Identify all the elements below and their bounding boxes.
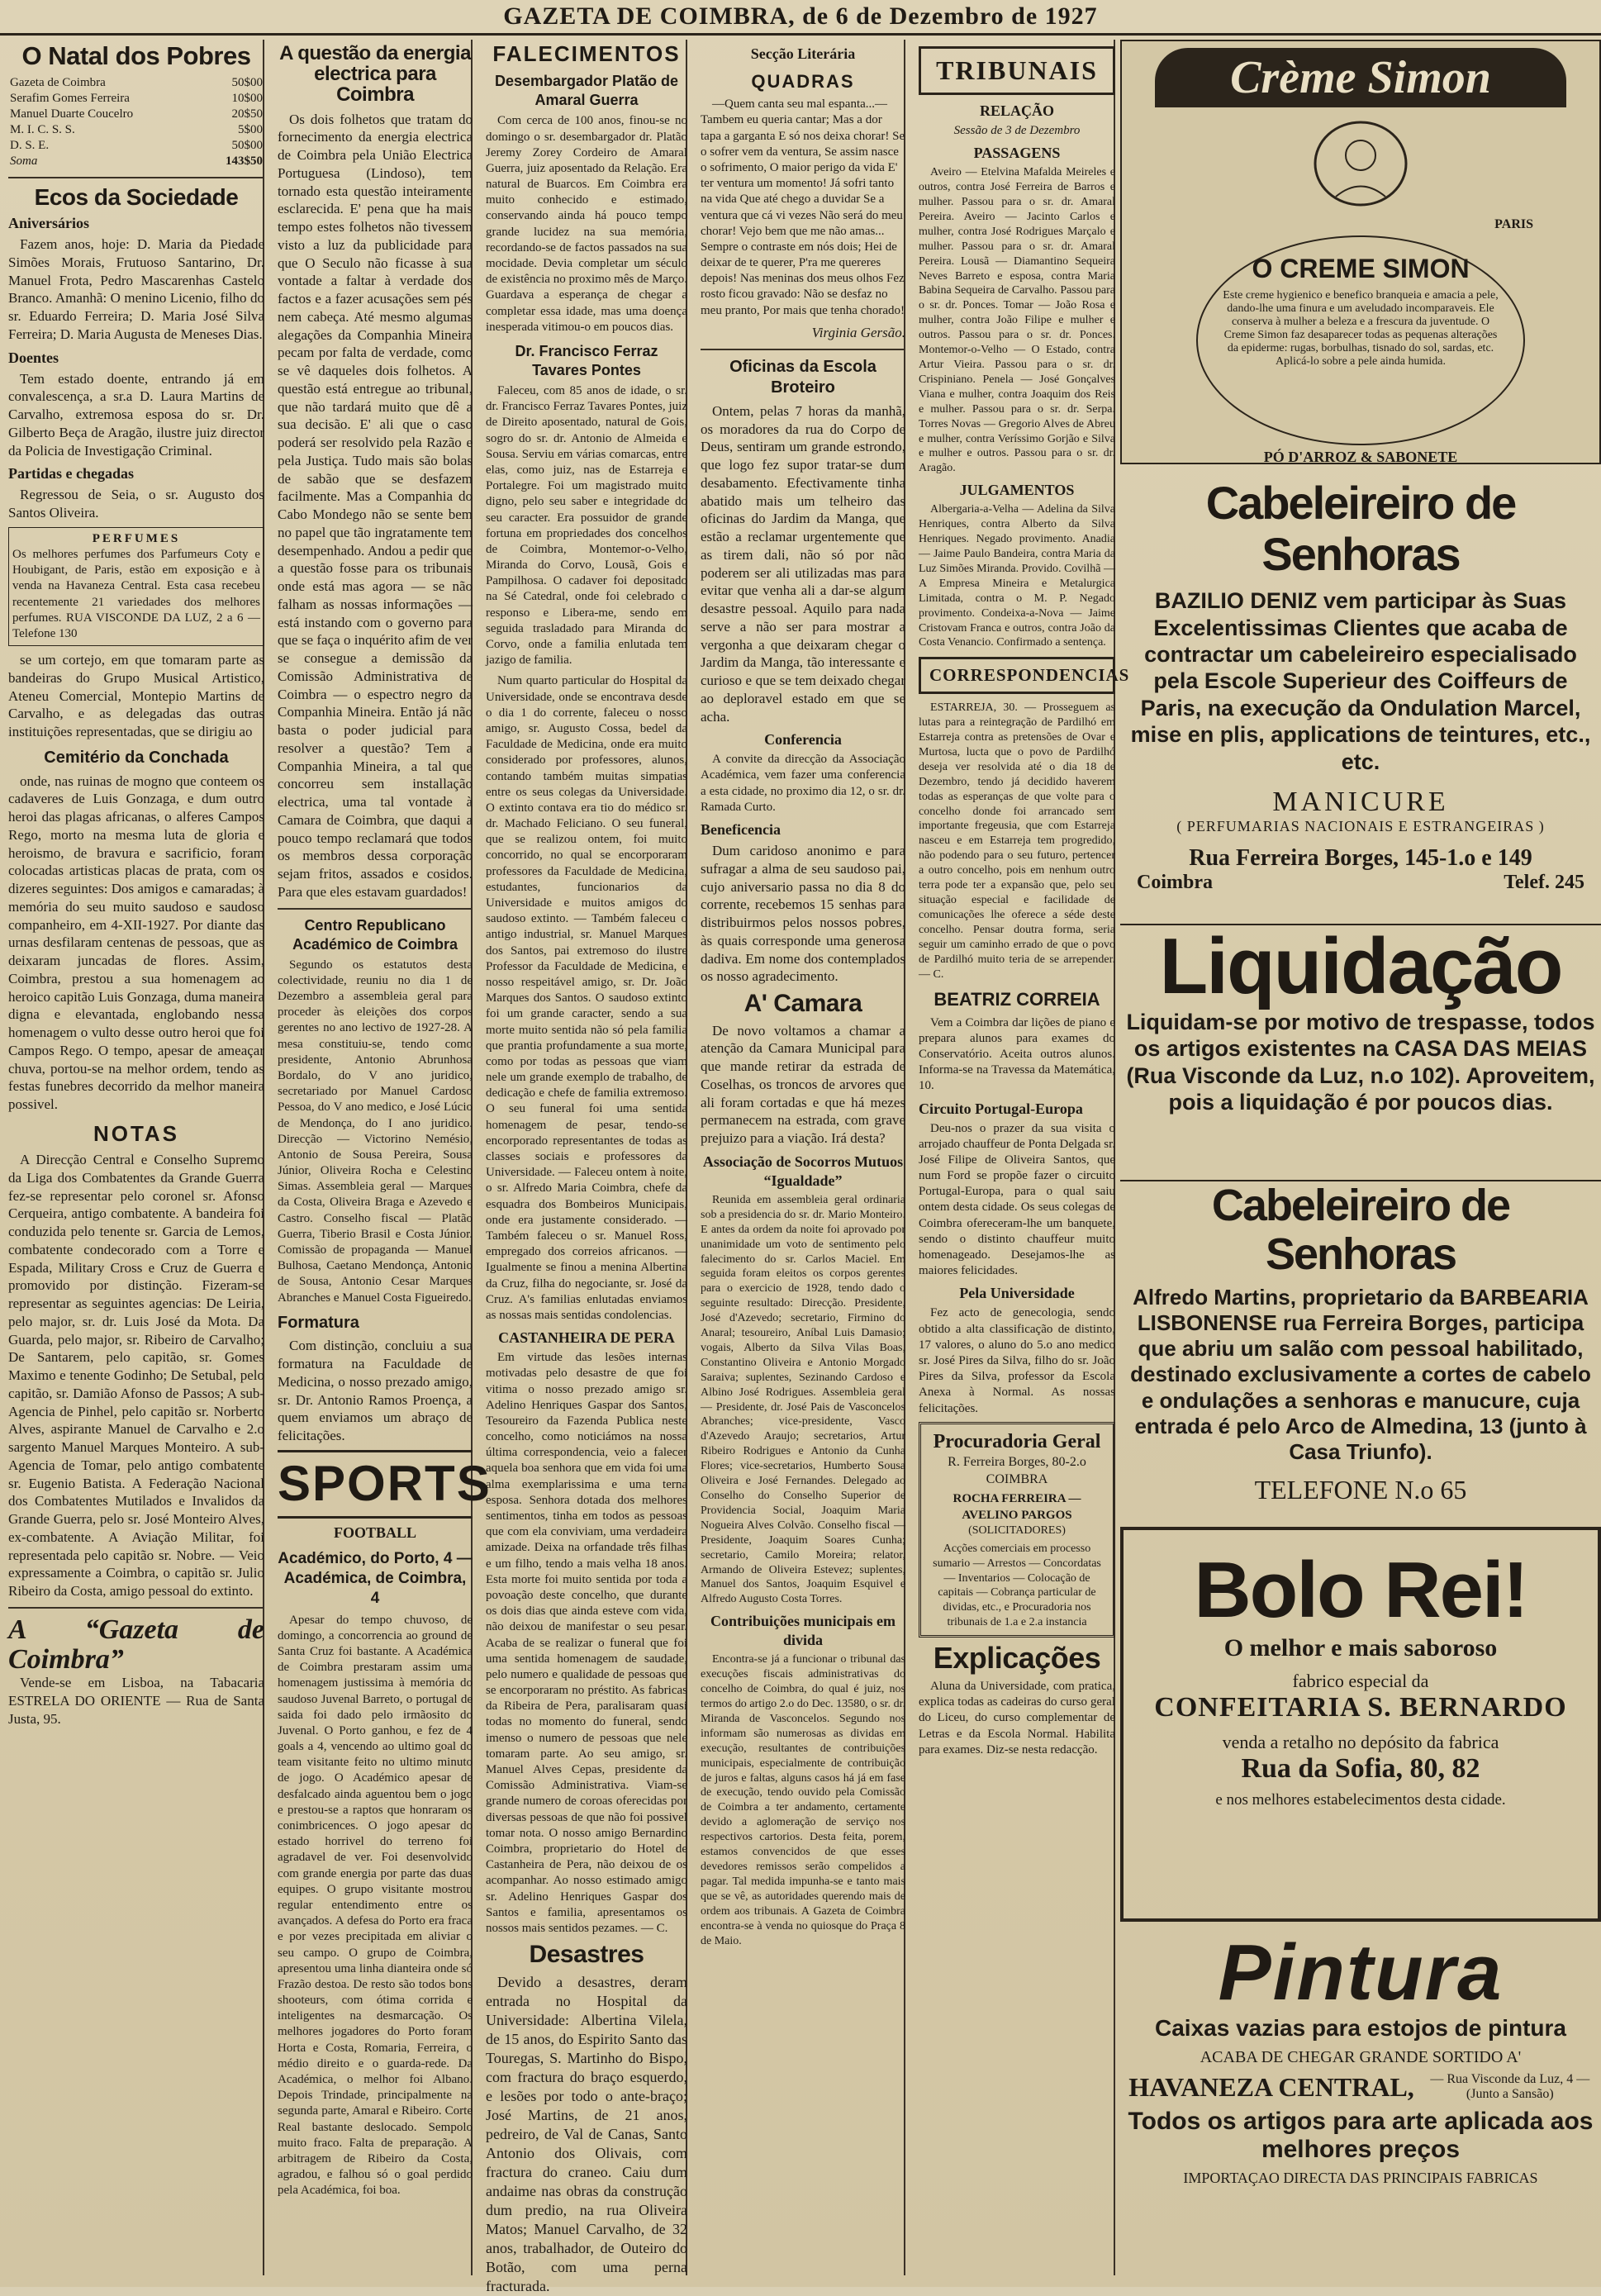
cabeleireiro-1-title: Cabeleireiro de Senhoras <box>1205 477 1516 580</box>
divider <box>278 908 473 910</box>
socorros-text: Reunida em assembleia geral ordinaria sob a presidencia do sr. dr. Mario Monteiro. E antes da ordem da noite foi aprovado por unanimidade um voto de sentimento pelo falecimento do sr. Carlos Maciel. Em seguida foram eleitos os corpos gerentes para o exercicio de 1928, tendo dado o seguinte resultado: Direcção. Presidente, José d'Azevedo; secretario, Firmino do Anaral; tesoureiro, Aníbal Luis Damasio; vogais, Alberto da Silva Vilas Boas, Constantino Oliveira e Antonio Morgado Saraiva; suplentes, Sezinando Cardoso e Albino José Rodrigues. Assembleia geral — Presidente, dr. José Pais de Vasconcelos Abranches; vice-presidente, Vasco d'Azevedo Araujo; secretarios, Artur Ribeiro Rodrigues e Antonio da Cunha Flores; vice-secretarios, Humberto Sousa Oliveira e José Fernandes. Delegado ao Conselho do Conselho Superior de Providencia Social, Joaquim Maria Nogueira Alves Colvão. Conselho fiscal — Presidente, Joaquim Soares Cunha; secretario, Camilo Moreira; relator, Armando de Oliveira Estevez; suplentes, Manuel dos Santos, Joaquim Esquivel e Alfredo Augusto Costa Torres. <box>701 1193 905 1606</box>
row-name: Manuel Duarte Coucelro <box>10 107 134 121</box>
oficinas-text: Ontem, pelas 7 horas da manhã, os moradores da rua do Corpo de Deus, sentiram um grande estrondo, que logo fez supor tratar-se dum desabamento. Efectivamente tinha abatido mais um telheiro das oficinas do Jardim da Manga, que estão a reclamar urgentemente que as tirem dali, não só por não poderem ser ali utilizadas mas para evitar que venha ali a dar-se algum desastre pessoal. Aquilo para nada serve a não ser para mostrar a vergonha a que deixaram chegar o Jardim da Manga, tão interessante e curioso e que se tem deixado chegar ao deploravel estado em que se acha. <box>701 402 905 725</box>
castanheira-text: Em virtude das lesões internas motivadas pelo desastre de que foi vitima o nosso prezado amigo sr. Adelino Henriques Gaspar dos Santos, Tesoureiro da Fazenda Publica neste concelho, como noticiámos na nossa última correspondencia, veio a falecer aquela boa senhora que em vida foi uma alma exemplarissima e uma terna esposa. Senhora dotada dos melhores sentimentos, tinha em todos as pessoas que com ela conviviam, uma verdadeira amizade. Deixa na orfandade três filhas e um filho, tendo a mais velha 18 anos. Esta morte foi muito sentida por toda a povoação deste concelho, que durante os dois dias que ainda esteve com vida, não deixou de manifestar o seu pesar. Acaba de se realizar o funeral que foi uma sentida homenagem de saudade, pelo numero e qualidade de pessoas que se encorporaram no préstito. As fabricas da Ribeira de Pera, paralisaram quasi todas no momento do funeral, sendo imenso o numero de pessoas que nele tomaram parte. Ao seu amigo, sr. Manuel Alves Cepas, presidente da Comissão Administrativa. Viam-se grande numero de coroas oferecidas por diversas pessoas de que não foi possivel tomar nota. O nosso amigo Bernardino Coimbra, proprietario do Hotel de Castanheira de Pera, não deixou de os acompanhar. Ao nosso estimado amigo sr. Adelino Henriques Gaspar dos Santos e familia, apresentamos os nossos mais sentidos pezames. — C. <box>486 1351 687 1935</box>
correspondencias-title: CORRESPONDENCIAS <box>919 657 1115 694</box>
bolo-subtitle: O melhor e mais saboroso <box>1223 1633 1498 1661</box>
liquidacao-title: Liquidação <box>1159 922 1562 1010</box>
cemiterio-text: onde, nas ruinas de mogno que conteem os cadaveres de Luis Gonzaga, e dum outro heroi das plagas africanas, o alferes Campos Rego, morto na mesma luta de gloria e heroismo, de bravura e sacrificio, foram colocadas artisticas placas de prata, com os dizeres seguintes: Dos amigos e camaradas; à memória do seu muito saudoso e saudoso companheiro, em 4-XII-1927. Por diante das urnas desfilaram centenas de pessoas, que as deixaram juncadas de flores. Assim, Coimbra, prestou a sua homenagem ao heroico capitão Luis Gonzaga, duma maneira digna e elevantada, englobando nessa homenagem o vulto desse outro heroi que foi Campos Rego. O tempo, apesar de ameaçar chuva, portou-se na melhor ordem, tendo as festas funebres decorrido da melhor maneira possivel. <box>8 772 264 1113</box>
cabeleireiro-1-cidade: Coimbra <box>1137 871 1213 893</box>
lady-portrait-icon <box>1278 114 1443 213</box>
venda-title: A “Gazeta de Coimbra” <box>8 1614 264 1675</box>
cabeleireiro-1-telefone: Telef. 245 <box>1504 871 1584 893</box>
obituary-1-text: Com cerca de 100 anos, finou-se no domingo o sr. desembargador dr. Platão Jeremy Zorey Cordeiro de Amaral Guerra, juiz aposentado da Relação. Era natural de Buarcos. Em Coimbra era muito conhecido e estimado, conservando ainda há pouco tempo grande lucidez na sua memória, recordando-se de factos passados na sua mocidade. Devia completar um século de existência no proximo mês de Março. Guardava a esperança de chegar a completar essa idade, mas uma doença inesperada vitimou-o em poucos dias. <box>486 114 687 334</box>
aniversarios-text: Fazem anos, hoje: D. Maria da Piedade Simões Morais, Frutuoso Santarino, Dr. Manuel Frota, Pedro Mascarenhas Castelo Branco. Amanhã: O menino Licenio, filho do sr. Eduardo Ferreira; D. Maria José Silva Ferreira; D. Maria Augusta de Meneses Dias. <box>8 236 264 342</box>
cabeleireiro-2-title: Cabeleireiro de Senhoras <box>1211 1181 1510 1280</box>
divider <box>701 349 905 350</box>
cabeleireiro-ad-1 <box>1120 478 1601 915</box>
bolo-rua: Rua da Sofia, 80, 82 <box>1241 1752 1480 1784</box>
row-value: 10$00 <box>231 91 263 105</box>
row-value: 20$50 <box>231 107 263 121</box>
column-4 <box>692 40 914 2275</box>
camara-text: De novo voltamos a chamar a atenção da Camara Municipal para que mande retirar da estrada de Coselhas, os troncos de arvores que ali foram cortadas e que há mezes permanecem na estrada, com grave prejuizo para a viação. Irá desta? <box>701 1022 905 1147</box>
passagens-label: PASSAGENS <box>973 145 1061 162</box>
natal-title: O Natal dos Pobres <box>21 41 251 70</box>
tribunais-title: TRIBUNAIS <box>919 46 1115 95</box>
notas-text: A Direcção Central e Conselho Supremo da Liga dos Combatentes da Grande Guerra fez-se representar pelo coronel sr. Afonso Cerqueira, antigo combatente. A bandeira foi conduzida pelo tenente sr. Garcia de Lemos, combatente condecorado com a Torre e Espada, Military Cross e Cruz de Guerra e promovido por distinção. Fizeram-se representar as seguintes agencias: De Leiria, pelo major, sr. dr. Luis José da Mota. Da Guarda, pelo major, sr. Ribeiro de Carvalho; De Santarem, pelo capitão, sr. Gomes Maximo e tenente Godinho; De Setubal, pelo capitão, sr. Damião Afonso de Passos; A sub-Agencia de Pinhel, pelo capitão sr. Norberto Alves, aspirante Manuel de Carvalho e 2.o sargento Manuel Marques Monteiro. A sub-Agencia de Tomar, pelo antigo combatente sr. Eugenio Batista. A Federação Nacional dos Combatentes Mutilados e Invalidos da Grande Guerra, pelo sr. José Monteiro Alves, ex-combatente. A Aviação Militar, foi representada pelo capitão sr. Nobre. — Veio expressamente a Coimbra, o capitão sr. Julio Ribeiro da Costa, amigo pessoal do extinto. <box>8 1152 264 1600</box>
row-name: M. I. C. S. S. <box>10 123 75 137</box>
correspondencias-text: ESTARREJA, 30. — Prosseguem as lutas para a reintegração de Pardilhó em Estarreja contra as pretensões de Ovar e Murtosa, lucta que o povo de Pardilhó deseja ver resolvida até o dia 18 de Dezembro, tendo já decidido haverem todas as esperanças de que volte para o concelho donde foi arrancado sem importante fregeusia, que com Estarreja nasceu e em Estarreja tem progredido, não podendo para o seu futuro, pertencer a outro concelho, pois em nenhum outro terra pode ter a expansão que, pelo seu situação especial e facilidade de comunicações lhe oferece a séde deste concelho. Pensar doutra forma, seria seguir um caminho errado de que o povo de Pardilhó muito teria de se arrepender. — C. <box>919 701 1115 981</box>
procuradoria-address: R. Ferreira Borges, 80-2.o COIMBRA <box>948 1455 1086 1486</box>
row-value: 50$00 <box>231 139 263 153</box>
masthead <box>0 0 1601 36</box>
manicure-label: MANICURE <box>1272 786 1449 817</box>
cemiterio-title: Cemitério da Conchada <box>44 748 229 767</box>
havaneza-address: — Rua Visconde da Luz, 4 — (Junto a Sansão) <box>1430 2072 1590 2102</box>
procuradoria-title: Procuradoria Geral <box>933 1430 1101 1452</box>
row-value: 50$00 <box>231 75 263 89</box>
explicacoes-text: Aluna da Universidade, com pratica, explica todas as cadeiras do curso geral do Liceu, do curso complementar de Letras e da Escola Normal. Habilita para exames. Diz-se nesta redacção. <box>919 1679 1115 1756</box>
quadras-title: QUADRAS <box>751 71 855 93</box>
obituary-2-text: Faleceu, com 85 anos de idade, o sr. dr. Francisco Ferraz Tavares Pontes, juiz de Direito aposentado, natural de Gois, sogro do sr. dr. Antonio de Almeida e Sousa. Serviu em várias comarcas, entre elas, como juiz, nas de Estarreja e Portalegre. Foi um magistrado muito digno, pelo seu saber e integridade do seu caracter. Era possuidor de grande fortuna em propriedades dos concelhos de Coimbra, Montemor-o-Velho, Miranda do Corvo, Lousã, Gois e Pampilhosa. O cadaver foi depositado na Sé Catedral, onde foi celebrado o responso e Libera-me, sendo em seguida trasladado para Miranda do Corvo, onde a familia enlutada tem jazigo de familia. <box>486 384 687 668</box>
beatriz-title: BEATRIZ CORREIA <box>934 989 1100 1010</box>
julgamentos-label: JULGAMENTOS <box>959 482 1075 499</box>
quadras-text: —Quem canta seu mal espanta...— Tambem eu queria cantar; Mas a dor tapa a garganta E só nos deixa chorar! Se o sofrer vem da ventura, Se assim nasce o sofrimento, O maior perigo da vida E' ter ventura um momento! Já sofri tanto na vida Que até chego a duvidar Se a ventura que cá vi vezes Não será do meu chorar! Vejo bem que me não amas... Sempre o contraste em nós dois; Hei de deixar de te querer, P'ra me quereres depois! Nas meninas dos meus olhos Fez rosto ficou gravado: Não se desfaz no meu pranto, Por mais que tenha chorado! <box>701 97 905 317</box>
partidas-label: Partidas e chegadas <box>8 465 134 482</box>
passagens-text: Aveiro — Etelvina Mafalda Meireles e outros, contra José Ferreira de Barros e mulher. Passou para o sr. dr. Amaral Pereira. Aveiro — Jacinto Carlos e mulher, contra José Rodrigues Marçalo e mulher. Passou para o sr. dr. Amaral Pereira. Lousã — Diamantino Sequeira Neves Barreto e esposa, contra Maria Babina Sequeira de Carvalho. Passou para o sr. dr. Ponces. Tomar — João Rosa e mulher, contra João Filipe e mulher e outros. Passou para o sr. dr. Ponces. Montemor-o-Velho — O Estado, contra Artur Vieira. Passou para o sr. dr. Crispiniano. Penela — José Gonçalves Viana e mulher, contra Joaquim dos Reis e mulher. Passou para o sr. dr. Serpa. Torres Novas — Gregorio Alves de Abreu e mulher, contra Veríssimo Gorjão e Silva e mulher e outros. Passou para o sr. dr. Aragão. <box>919 166 1115 475</box>
circuito-title: Circuito Portugal-Europa <box>919 1100 1083 1117</box>
table-row <box>8 122 264 138</box>
table-row <box>8 107 264 122</box>
natal-table <box>8 75 264 170</box>
table-row <box>8 154 264 169</box>
creme-brand: Crème Simon <box>1155 48 1566 107</box>
divider <box>8 1607 264 1609</box>
bolo-rei-ad <box>1120 1527 1601 1922</box>
beneficencia-text: Dum caridoso anonimo e para sufragar a alma de seu saudoso pai, cujo aniversario passa no dia 8 do corrente, recebemos 15 senhas para distribuirmos pelos nossos pobres, às quais corresponde uma generosa dadiva. Em nome dos contemplados os nosso agradecimento. <box>701 843 905 985</box>
liquidacao-text: Liquidam-se por motivo de trespasse, todos os artigos existentes na CASA DAS MEIAS (Rua Visconde da Luz, n.o 102). Aproveitem, pois a liquidação é por poucos dias. <box>1126 1009 1595 1115</box>
cabeleireiro-ad-2 <box>1120 1180 1601 1512</box>
energia-title: A questão da energia electrica para Coimbra <box>279 42 471 107</box>
row-name: Gazeta de Coimbra <box>10 75 106 89</box>
partidas-text: Regressou de Seia, o sr. Augusto dos Santos Oliveira. <box>8 487 264 521</box>
procuradoria-role: (SOLICITADORES) <box>968 1524 1066 1537</box>
beatriz-text: Vem a Coimbra dar lições de piano e prepara alunos para exames do Conservatório. Aceita outros alunos. Informa-se na Travessa da Matemática, 10. <box>919 1015 1115 1093</box>
venda-text: Vende-se em Lisboa, na Tabacaria ESTRELA DO ORIENTE — Rua de Santa Justa, 95. <box>8 1675 264 1727</box>
sports-text: Apesar do tempo chuvoso, de domingo, a concorrencia ao ground de Santa Cruz foi bastante. A Académica de Coimbra prestaram assim uma homenagem justissima à memória do saudoso Juvenal Barreto, o portugal de saida foi dado pelo irmãosito do Juvenal. O Porto ganhou, e fez de 4 goals a 4, vencendo ao ultimo goal do team visitante feito no ultimo minuto de jogo. O Académico apesar de desfalcado ainda aguentou bem o jogo e prestou-se a raptos que honraram os conimbricences. O jogo apesar do estado horrivel do terreno foi agradavel de ver. Foi desenvolvido com grande energia por parte das duas equipes. O grupo visitante mostrou regular entendimento entre os avançados. A defesa do Porto era fraca e por vezes precipitada em aliviar o seu campo. O grupo de Coimbra, apresentou uma linha dianteira onde só Frazão destoa. De resto são todos bons shooteurs, com ótima corrida e inteligentes na desmarcação. Os melhores jogadores do Porto foram Horta e Costa, Romaria, Ferreira, o médio direito e o guarda-rede. Da Académica, o melhor foi Albano. Depois Trindade, principalmente na segunda parte, Amaral e Ribeiro. Corte Real bastante deslocado. Sempolo muito fraco. Falta de preparação. A arbitragem de Ribeiro da Costa, agradou, e falhou só o goal perdido pela Académica, foi boa. <box>278 1613 473 2198</box>
socorros-title: Associação de Socorros Mutuos “Igualdade” <box>702 1153 904 1189</box>
circuito-text: Deu-nos o prazer da sua visita o arrojado chauffeur de Ponta Delgada sr. José Filipe de Oliveira Santos, que num Ford se propõe fazer o circuito Portugal-Europa, para o qual saiu ontem desta cidade. Os seus colegas de Coimbra ofereceram-lhe um banquete, sendo o distinto chauffeur muito homenageado. Desejamos-lhe as maiores felicidades. <box>919 1121 1115 1278</box>
doentes-label: Doentes <box>8 349 59 366</box>
obituary-2-title: Dr. Francisco Ferraz Tavares Pontes <box>515 342 658 379</box>
divider <box>8 177 264 178</box>
notas-title: NOTAS <box>93 1120 180 1146</box>
column-1 <box>0 40 273 2275</box>
doentes-text: Tem estado doente, entrando já em convalescença, a sr.a D. Laura Martins de Carvalho, extremosa esposa do sr. Dr. Gilberto Beça de Aragão, ilustre juiz director da Policia de Investigação Criminal. <box>8 370 264 459</box>
pintura-title: Pintura <box>1218 1928 1504 2017</box>
column-5 <box>910 40 1130 2275</box>
seccao-label: Secção Literária <box>750 45 856 62</box>
aniversarios-label: Aniversários <box>8 215 89 232</box>
oficinas-title: Oficinas da Escola Broteiro <box>729 357 877 397</box>
creme-title: O CREME SIMON <box>1252 254 1470 283</box>
pintura-chegar: ACABA DE CHEGAR GRANDE SORTIDO A' <box>1200 2047 1522 2066</box>
ecos-title: Ecos da Sociedade <box>34 183 239 210</box>
beneficencia-title: Beneficencia <box>701 821 781 839</box>
universidade-title: Pela Universidade <box>959 1285 1075 1302</box>
falecimentos-title: FALECIMENTOS <box>492 41 681 66</box>
contribuicoes-title: Contribuições municipais em divida <box>710 1613 896 1649</box>
universidade-text: Fez acto de genecologia, sendo obtido a alta classificação de distinto, 17 valores, o aluno do 5.o ano medico sr. José Pires da Silva, filho do sr. João Pires da Silva, professor da Escola Anexa à Normal. As nossas felicitações. <box>919 1306 1115 1415</box>
cabeleireiro-1-text: BAZILIO DENIZ vem participar às Suas Excelentissimas Clientes que acaba de contractar um cabeleireiro especialisado pela Escole Superieur des Coiffeurs de Paris, na execução da Ondulation Marcel, mise en plis, applications de teintures, etc., etc. <box>1130 588 1591 774</box>
cabeleireiro-1-rua: Rua Ferreira Borges, 145-1.o e 149 <box>1189 844 1532 871</box>
centro-text: Segundo os estatutos desta colectividade, reuniu no dia 1 de Dezembro a assembleia geral para proceder às eleições dos corpos gerentes no ano lectivo de 1927-28. A mesa constituiu-se, tendo como presidente, Antonio Abrunhosa Bordalo, do V ano juridico, secretariado por Manuel Cardoso Pessoa, do V ano medico, e José Lúcio de Mendonça, do I ano juridico. Direcção — Victorino Nemésio, Antonio de Sousa Pereira, Sousa Júnior, Oliveira Rocha e Celestino Simas. Assembleia geral — Marques da Costa, Oliveira Braga e Azevedo e Castro. Conselho fiscal — Platão Guerra, Tiberio Brasil e Costa Júnior. Comissão de propaganda — Manuel Bulhosa, Caetano Mendonça, Antonio de Sousa, Antonio Cesar Marques Abranches e Manuel Costa Figueiredo. <box>278 958 473 1305</box>
row-value: 143$50 <box>226 154 263 169</box>
perfumarias-label: ( PERFUMARIAS NACIONAIS E ESTRANGEIRAS ) <box>1176 817 1545 834</box>
bolo-confeitaria: CONFEITARIA S. BERNARDO <box>1154 1691 1567 1723</box>
havaneza-name: HAVANEZA CENTRAL, <box>1128 2071 1414 2102</box>
desastres-text: Devido a desastres, deram entrada no Hospital da Universidade: Albertina Vilela, de 15 anos, do Espirito Santo das Touregas, S. Martinho do Bispo, com fractura do braço esquerdo, e lesões por todo o ante-braço; José Martins, de 21 anos, pedreiro, de Val de Canas, Santo Antonio dos Olivais, com fractura do craneo. Caiu dum andaime nas obras da construção dum predio, na rua Oliveira Matos; Manuel Carvalho, de 32 anos, trabalhador, de Outeiro do Botão, com uma perna fracturada. <box>486 1973 687 2295</box>
cabeleireiro-2-text: Alfredo Martins, proprietario da BARBEARIA LISBONENSE rua Ferreira Borges, participa que abriu um salão com pessoal habilitado, destinado exclusivamente a cortes de cabelo e ondulações a senhoras e manucure, cuja entrada é pelo Arco de Almedina, 13 (junto à Casa Triunfo). <box>1130 1284 1591 1464</box>
creme-footer: PÓ D'ARROZ & SABONETE <box>1263 449 1458 465</box>
formatura-text: Com distinção, concluiu a sua formatura na Faculdade de Medicina, o nosso prezado amigo, sr. Dr. Antonio Ramos Proença, a quem enviamos um abraço de felicitações. <box>278 1338 473 1444</box>
camara-title: A' Camara <box>743 990 862 1018</box>
advertisements-column <box>1120 40 1601 2275</box>
centro-title: Centro Republicano Académico de Coimbra <box>292 916 458 953</box>
creme-paris: PARIS <box>1494 217 1533 231</box>
row-value: 5$00 <box>238 123 263 137</box>
formatura-title: Formatura <box>278 1313 359 1332</box>
perfumes-text: Os melhores perfumes dos Parfumeurs Coty e Houbigant, de Paris, estão em exposição e à venda na Havaneza Central. Esta casa recebeu recentemente 21 variedades dos melhores perfumes. RUA VISCONDE DA LUZ, 2 a 6 — Telefone 130 <box>12 548 260 641</box>
creme-simon-ad <box>1120 40 1601 464</box>
pintura-subtitle: Caixas vazias para estojos de pintura <box>1155 2014 1566 2041</box>
procuradoria-text: Acções comerciais em processo sumario — Arrestos — Concordatas — Inventarios — Colocação de capitais — Cobrança particular de dividas, etc., e Procuradoria nos tribunais de 1.a e 2.a instancia <box>933 1542 1101 1629</box>
conferencia-text: A convite da direcção da Associação Académica, vem fazer uma conferencia a esta cidade, no proximo dia 12, o sr. dr. Ramada Curto. <box>701 753 905 814</box>
explicacoes-title: Explicações <box>933 1641 1101 1676</box>
creme-text: Este creme hygienico e benefico branqueia e amacia a pele, dando-lhe uma finura e um aveludado incomparaveis. Ele conserva à mulher a beleza e a frescura da juventude. O Creme Simon faz desaparecer todas as pequenas alterações da epiderme: rugas, borbulhas, tisnado do sol, sardas, etc. Aplicá-lo sobre a pele ainda humida. <box>1223 289 1499 368</box>
bolo-title: Bolo Rei! <box>1194 1546 1527 1634</box>
quadras-signature: Virginia Gersão. <box>811 324 905 340</box>
cortejo-text: se um cortejo, em que tomaram parte as bandeiras do Grupo Musical Artistico, Ateneu Comercial, Montepio Martins de Carvalho, e as delegadas das outras instituições representadas, que se dirigiu ao <box>8 652 264 740</box>
table-row <box>8 91 264 107</box>
football-label: FOOTBALL <box>333 1524 417 1541</box>
table-row <box>8 138 264 154</box>
relacao-label: RELAÇÃO <box>979 102 1054 119</box>
masthead-title: GAZETA DE COIMBRA, de 6 de Dezembro de 1927 <box>503 2 1098 30</box>
procuradoria-names: ROCHA FERREIRA — AVELINO PARGOS <box>953 1492 1081 1522</box>
liquidacao-ad <box>1120 924 1601 1173</box>
procuradoria-ad <box>919 1422 1115 1638</box>
importacao-label: IMPORTAÇAO DIRECTA DAS PRINCIPAIS FABRICAS <box>1183 2169 1538 2186</box>
sports-title: SPORTS <box>278 1450 473 1519</box>
row-name: Soma <box>10 154 38 169</box>
obituary-3-text: Num quarto particular do Hospital da Universidade, onde se encontrava desde o dia 1 do corrente, faleceu o nosso amigo, sr. Augusto Cossa, bedel da Faculdade de Medicina, onde era muito considerado por professores, alunos, contando também muitas simpatias entre os seus colegas da Universidade. O extinto contava era tio do médico sr. dr. Machado Feliciano. O seu funeral, que se realizou ontem, foi muito concorrido, no qual se encorporaram professores da Faculdade de Medicina, estudantes, funcionarios da Universidade e muitos amigos do saudoso extinto. — Também faleceu o antigo industrial, sr. Manuel Marques dos Santos, pai extremoso do ilustre Professor da Faculdade de Medicina, e nosso respeitável amigo, sr. Dr. João Marques dos Santos. O saudoso extinto foi um grande caracter, sendo a sua morte muito sentida não só pela familia que prantia profundamente a sua morte, como por todas as pessoas que viam nele um grande exemplo de trabalho, de dedicação e chefe de familia extremoso. O seu funeral foi uma sentida homenagem de pesar, tendo-se encorporado representantes de todas as classes sociais e professores da Universidade. — Faleceu ontem à noite, o sr. Alfredo Maria Coimbra, chefe da esquadra dos Bombeiros Municipais, onde era justamente considerado. — Também faleceu o sr. Manuel Ross, empregado dos correios africanos. — Igualmente se finou a menina Albertina da Cruz, filha do negociante, sr. José da Cruz. A's familias enlutadas enviamos as nossas mais sentidas condolencias. <box>486 674 687 1322</box>
pintura-ad <box>1120 1928 1601 2267</box>
bolo-venda: venda a retalho no depósito da fabrica <box>1222 1731 1499 1752</box>
column-2 <box>269 40 492 2275</box>
match-result: Académico, do Porto, 4 — Académica, de Coimbra, 4 <box>278 1549 473 1608</box>
pintura-todos: Todos os artigos para arte aplicada aos melhores preços <box>1128 2107 1594 2164</box>
bolo-footer: e nos melhores estabelecimentos desta cidade. <box>1215 1790 1506 1809</box>
contribuicoes-text: Encontra-se já a funcionar o tribunal das execuções fiscais administrativas do concelho de Coimbra, do qual é juiz, nos termos do artigo 2.o do Dec. 13580, o sr. dr. Miranda de Vasconcelos. Segundo nos informam são numerosas as dividas em execução, resultantes de contribuições municipais, especialmente de contribuição de juros e faltas, alguns casos há já em fase de execução, tendo ouvido pela Comissão de Coimbra a ter andamento, certamente devido a aglomeração de serviço nos respectivos cartorios. Desta feita, porem, estamos convencidos de que esses devedores remissos serão compelidos a pagar. Tal medida impunha-se e tanto mais que se vê, as autoridades querendo mais de ordem aos tribunais. A Gazeta de Coimbra encontra-se à venda no quiosque do Praça 8 de Maio. <box>701 1653 905 1947</box>
perfumes-ad <box>8 527 264 646</box>
desastres-title: Desastres <box>529 1941 644 1969</box>
julgamentos-text: Albergaria-a-Velha — Adelina da Silva Henriques, contra Alberto da Silva Henriques. Negado provimento. Anadia — Jaime Paulo Bandeira, contra Maria da Luz Simões Miranda. Provido. Covilhã — A Empresa Mineira e Metalurgica Limitada, contra o M. P. Negado provimento. Condeixa-a-Nova — Jaime Cristovam Franca e outros, contra João da Costa Venancio. Confirmado a sentença. <box>919 503 1115 649</box>
table-row <box>8 75 264 91</box>
column-3 <box>477 40 696 2295</box>
perfumes-title: PERFUMES <box>92 531 181 545</box>
row-name: Serafim Gomes Ferreira <box>10 91 130 105</box>
cabeleireiro-2-telefone: TELEFONE N.o 65 <box>1254 1475 1467 1505</box>
energia-text: Os dois folhetos que tratam do fornecimento da energia electrica de Coimbra pela União Electrica Portuguesa (Lindoso), tem tornado esta questão inteiramente esclarecida. E' pena que ha mais tempo estes folhetos não tivessem visto a luz da publicidade para que O Seculo não ficasse à sua vontade a faltar à verdade dos factos e a fazer acusações sem pés nem cabeça. Até mesmo algumas alegações da Companhia Mineira pecam por falta de verdade, como se vê daqueles dois folhetos. A questão está entregue ao tribunal, que não tardará muito que dê a sua decisão. E' ali que o caso poderá ser resolvido pela Razão e pela Justiça. Tudo mais são bolas de sabão que se desfazem facilmente. Mas a Companhia do Cabo Mondego não se sente bem no papel que tão ingratamente tem desempenhado. Andou a pedir que a questão fosse para os tribunais onde está mas agora — se não falham as nossas informações — está instando com o governo para que se faça o inquérito afim de ver se consegue a demissão da Comissão Administrativa de Coimbra — o espectro negro da Companhia Mineira. Então já não basta o poder judicial para resolver a questão? Tem a Companhia Mineira, a tal que concorreu sem installação electrica, uma tal vontade à Camara de Coimbra, que daqui a pouco tempo reclamará que todos os membros dessa corporação sejam fritos, assados e cosidos. Para que eles estavam guardados! <box>278 111 473 900</box>
sessao-label: Sessão de 3 de Dezembro <box>953 123 1081 137</box>
obituary-1-title: Desembargador Platão de Amaral Guerra <box>494 73 679 109</box>
conferencia-title: Conferencia <box>764 731 842 749</box>
bolo-fabrico: fabrico especial da <box>1292 1670 1429 1691</box>
row-name: D. S. E. <box>10 139 50 153</box>
castanheira-title: CASTANHEIRA DE PERA <box>498 1329 675 1347</box>
